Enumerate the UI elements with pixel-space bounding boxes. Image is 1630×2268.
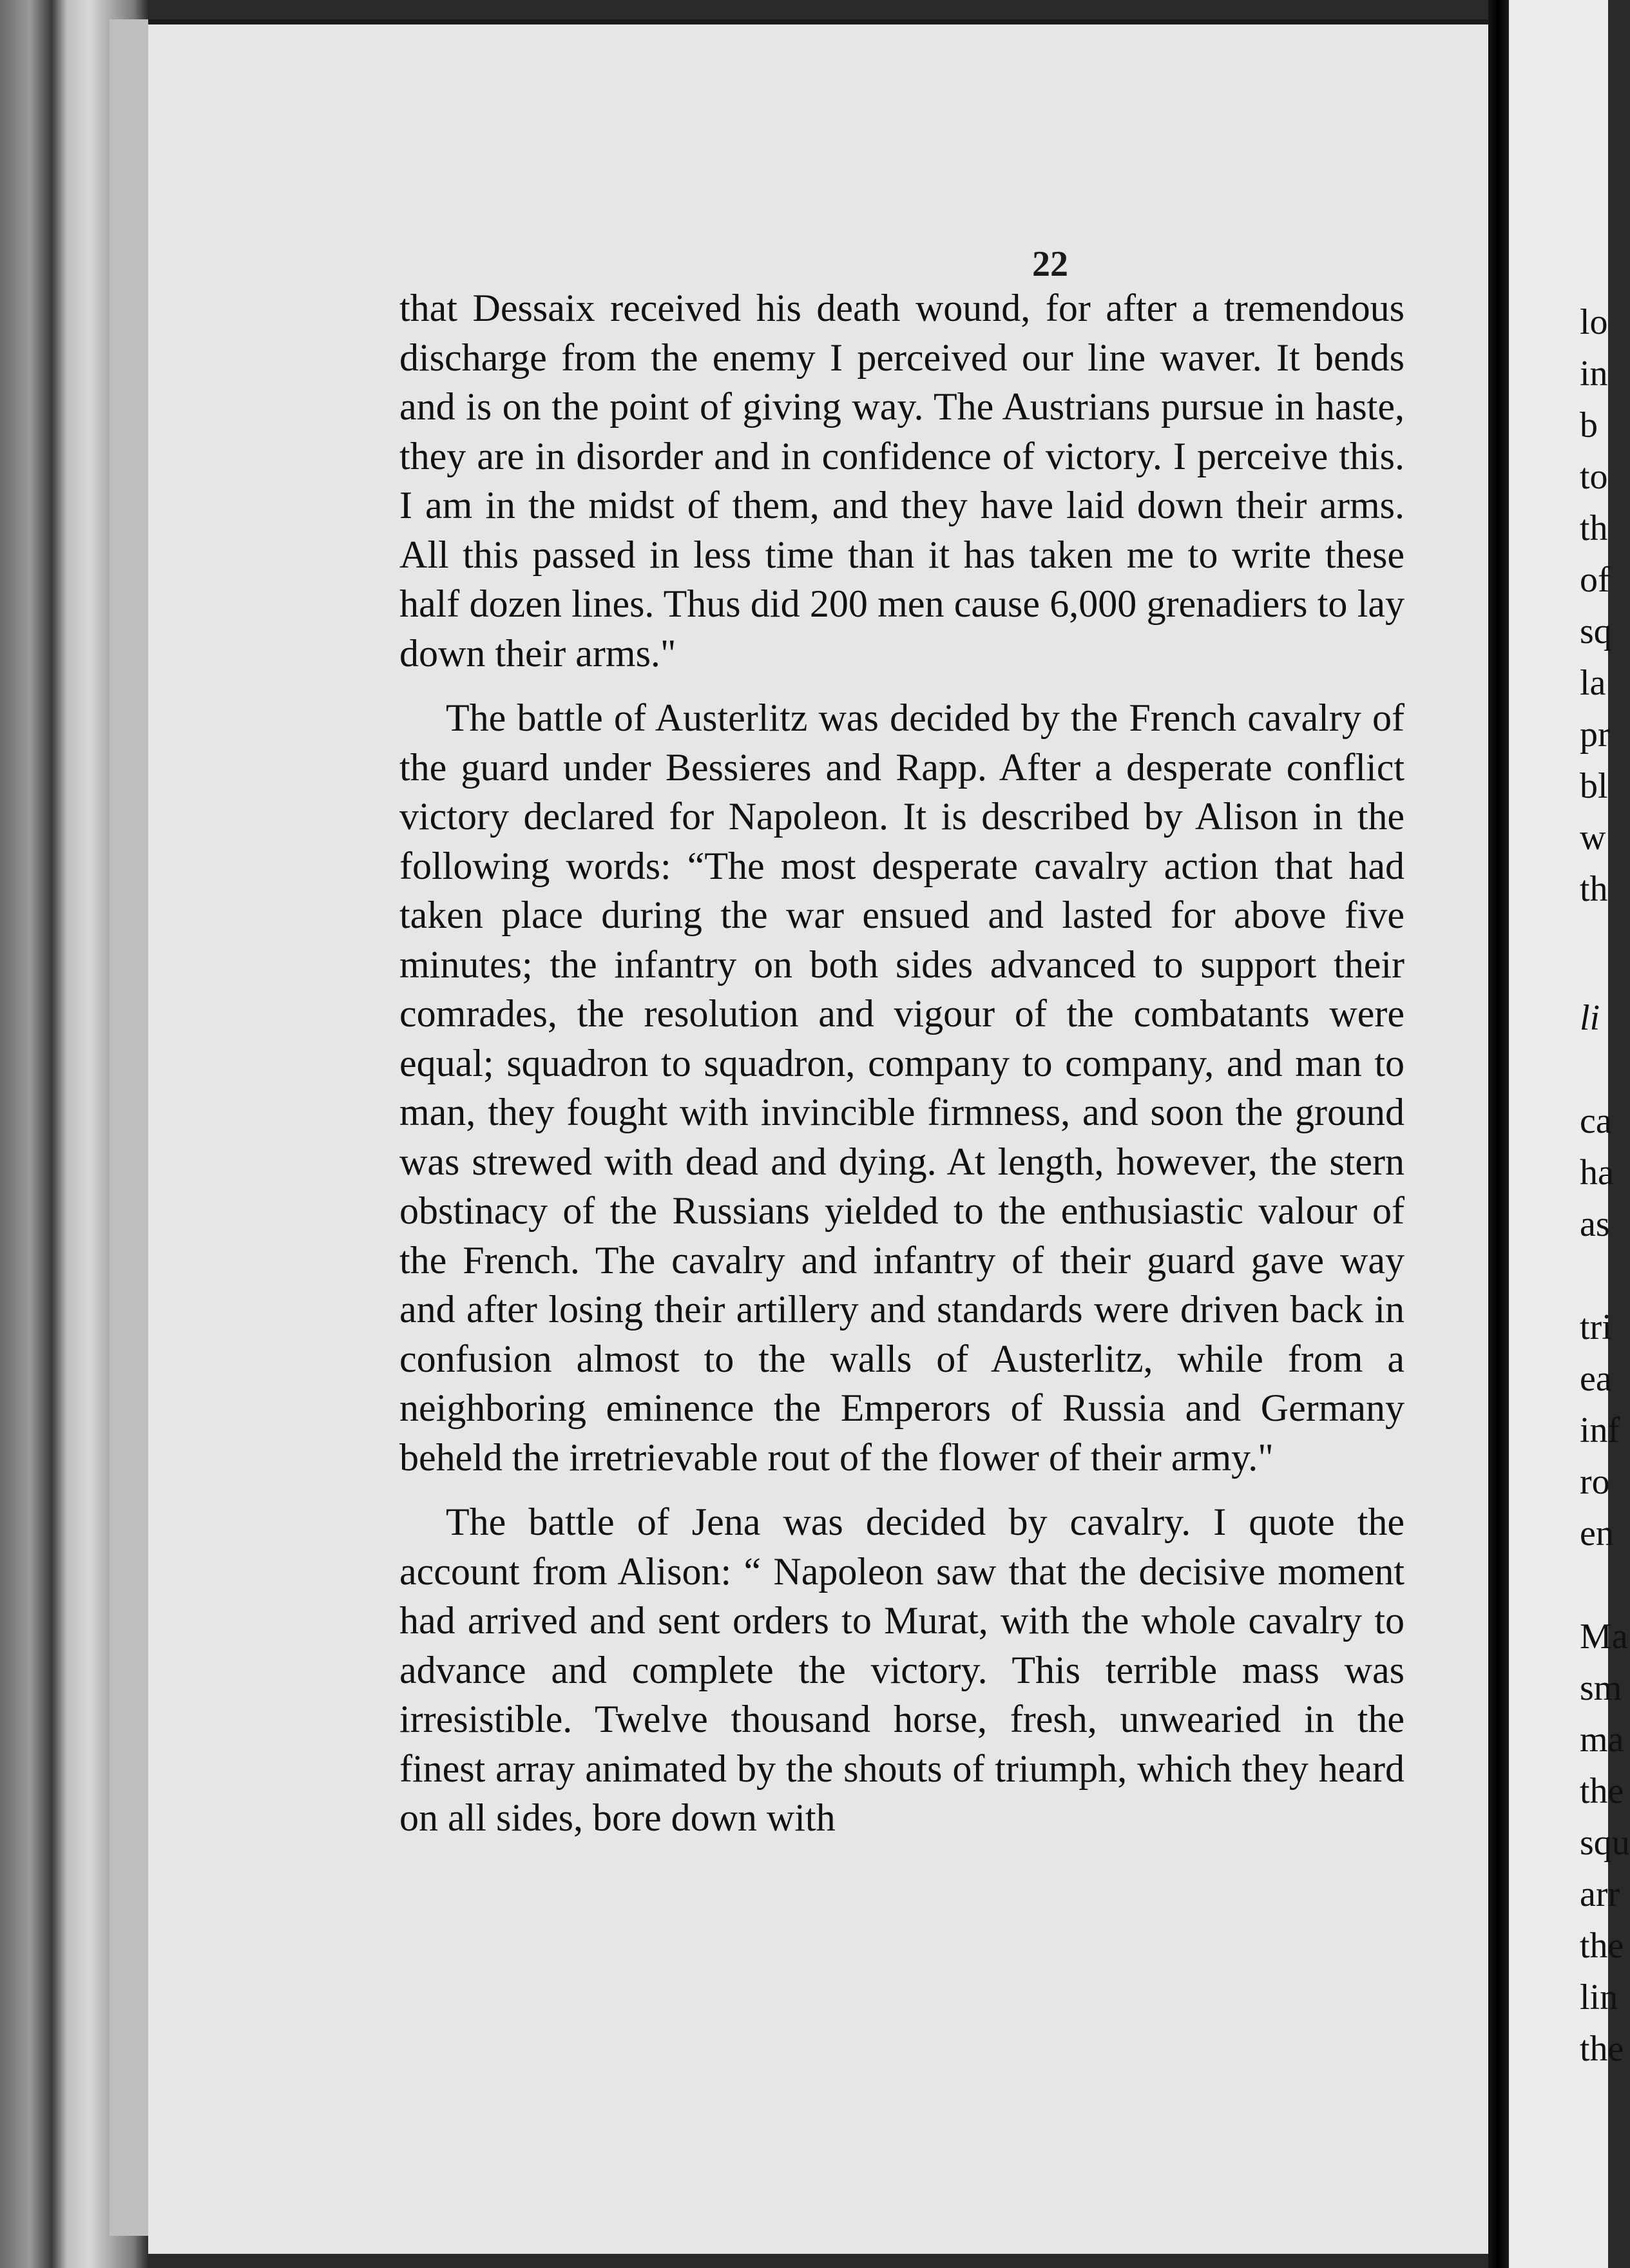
- next-page-fragment: th: [1580, 508, 1608, 548]
- next-page-fragment: la: [1580, 663, 1606, 703]
- next-page-fragment: ha: [1580, 1153, 1614, 1193]
- next-page-fragment: inf: [1580, 1410, 1620, 1450]
- next-page-fragment: sq: [1580, 611, 1612, 651]
- next-page-fragment: the: [1580, 1771, 1624, 1811]
- left-page-strip: [110, 19, 152, 2236]
- next-page-fragment: arr: [1580, 1874, 1620, 1914]
- paragraph-1: that Dessaix received his death wound, for after a tremendous discharge from the enemy I perceived our line waver. It bends and is on the point of giving way. The Austrians pursue in haste, they are in disorder and in confidence of victory. I perceive this. I am in the midst of them, and they have laid down their arms. All this passed in less time than it has taken me to write these half dozen lines. Thus did 200 men cause 6,000 grenadiers to lay down their arms.": [399, 287, 1405, 675]
- next-page-fragment: lin: [1580, 1977, 1618, 2017]
- next-page-fragment: pr: [1580, 715, 1610, 754]
- paragraph-2: The battle of Austerlitz was decided by the French cavalry of the guard under Bessieres and Rapp. After a desperate conflict victory declared for Napoleon. It is described by Alison in the following words: “The most desperate cavalry action that had taken place during the war ensued and lasted for above five minutes; the infantry on both sides advanced to support their comrades, the resolution and vigour of the combatants were equal; squadron to squadron, company to company, and man to man, they fought with invincible firmness, and soon the ground was strewed with dead and dying. At length, however, the stern obstinacy of the Russians yielded to the enthusiastic valour of the French. The cavalry and infantry of their guard gave way and after losing their artillery and standards were driven back in confusion almost to the walls of Austerlitz, while from a neighboring eminence the Emperors of Russia and Germany beheld the irretrievable rout of the flower of their army.": [399, 697, 1405, 1479]
- next-page-fragment: of: [1580, 560, 1610, 600]
- page-number: 22: [1032, 244, 1068, 284]
- next-page-fragment: the: [1580, 2029, 1624, 2069]
- next-page-fragment: w: [1580, 818, 1606, 858]
- next-page-fragment: en: [1580, 1514, 1614, 1553]
- next-page-fragment: ea: [1580, 1359, 1612, 1399]
- next-page-fragment: tri: [1580, 1307, 1612, 1347]
- next-page-fragment: sm: [1580, 1668, 1622, 1708]
- page-text: [399, 284, 1405, 1843]
- paragraph-3: The battle of Jena was decided by cavalry. I quote the account from Alison: “ Napoleon saw that the decisive moment had arrived and sent orders to Murat, with the whole cavalry to advance and complete the victory. This terrible mass was irresistible. Twelve thousand horse, fresh, unwearied in the finest array animated by the shouts of triumph, which they heard on all sides, bore down with: [399, 1501, 1405, 1839]
- next-page-fragment: ro: [1580, 1462, 1610, 1502]
- next-page-fragment: the: [1580, 1926, 1624, 1966]
- next-page-fragment: as: [1580, 1204, 1610, 1244]
- book-binding: [1488, 0, 1509, 2268]
- next-page-fragment: bl: [1580, 766, 1608, 806]
- next-page-fragment: lo: [1580, 302, 1608, 342]
- next-page-fragment: b: [1580, 405, 1598, 445]
- next-page-fragment: squ: [1580, 1823, 1630, 1863]
- next-page-fragment: th: [1580, 869, 1608, 909]
- next-page-fragment: li: [1580, 998, 1600, 1038]
- next-page-fragment: ca: [1580, 1101, 1612, 1141]
- next-page-fragment: Ma: [1580, 1617, 1628, 1657]
- next-page-fragment: ma: [1580, 1720, 1624, 1760]
- next-page-fragment: in: [1580, 354, 1608, 394]
- next-page-fragment: to: [1580, 457, 1608, 497]
